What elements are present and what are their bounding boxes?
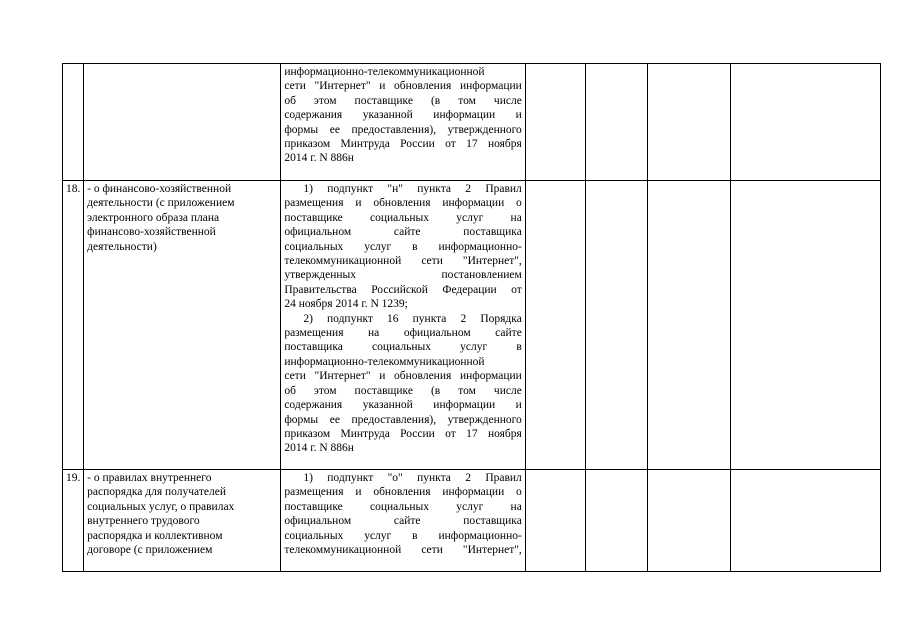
text-line: приказом Минтруда России от 17 ноября bbox=[284, 138, 522, 151]
empty-cell bbox=[525, 181, 585, 470]
empty-cell bbox=[731, 181, 881, 470]
legal-basis-paragraph bbox=[284, 471, 521, 557]
row-number-cell: 19. bbox=[63, 470, 84, 572]
row-number-cell bbox=[63, 64, 84, 181]
table-row bbox=[63, 64, 881, 181]
text-line: сети "Интернет" и обновления информации bbox=[284, 370, 522, 383]
text-line: сети "Интернет" и обновления информации bbox=[284, 80, 522, 93]
text-line: электронного образа плана bbox=[87, 211, 220, 224]
text-line: 2014 г. N 886н bbox=[284, 152, 354, 165]
text-line: 1) подпункт "н" пункта 2 Правил bbox=[303, 183, 522, 195]
text-line: 2014 г. N 886н bbox=[284, 442, 354, 455]
empty-cell bbox=[586, 470, 647, 572]
text-line: распорядка и коллективном bbox=[87, 529, 223, 542]
legal-basis-cell bbox=[281, 181, 525, 470]
text-line: - о финансово-хозяйственной bbox=[87, 183, 232, 195]
text-line: 1) подпункт "о" пункта 2 Правил bbox=[303, 472, 522, 484]
legal-basis-paragraph bbox=[284, 65, 521, 166]
empty-cell bbox=[647, 470, 731, 572]
text-line: деятельности) bbox=[87, 240, 157, 253]
text-line: поставщике социальных услуг на bbox=[284, 211, 522, 224]
text-line: распорядка для получателей bbox=[87, 486, 226, 499]
text-line: официальном сайте поставщика bbox=[284, 515, 522, 528]
text-line: содержания указанной информации и bbox=[284, 399, 522, 412]
text-line: социальных услуг, о правилах bbox=[87, 500, 235, 513]
empty-cell bbox=[586, 64, 647, 181]
text-line: поставщика социальных услуг в bbox=[284, 341, 522, 354]
text-line: об этом поставщике (в том числе bbox=[284, 94, 522, 107]
legal-basis-paragraph bbox=[284, 312, 521, 456]
text-line: телекоммуникационной сети "Интернет", bbox=[284, 255, 522, 268]
empty-cell bbox=[586, 181, 647, 470]
row-number-cell: 18. bbox=[63, 181, 84, 470]
text-line: 2) подпункт 16 пункта 2 Порядка bbox=[303, 312, 522, 325]
empty-cell bbox=[731, 64, 881, 181]
text-line: формы ее предоставления), утвержденного bbox=[284, 123, 522, 136]
legal-basis-cell bbox=[281, 470, 525, 572]
text-line: содержания указанной информации и bbox=[284, 109, 522, 122]
text-line: Правительства Российской Федерации от bbox=[284, 283, 522, 296]
requirements-table bbox=[62, 63, 881, 572]
text-line: приказом Минтруда России от 17 ноября bbox=[284, 427, 522, 440]
text-line: финансово-хозяйственной bbox=[87, 226, 216, 239]
table-row bbox=[63, 470, 881, 572]
text-line: информационно-телекоммуникационной bbox=[284, 66, 485, 78]
text-line: об этом поставщике (в том числе bbox=[284, 384, 522, 397]
text-line: деятельности (с приложением bbox=[87, 197, 235, 210]
text-line: договоре (с приложением bbox=[87, 544, 213, 557]
text-line: социальных услуг в информационно- bbox=[284, 240, 522, 253]
text-line: размещения и обновления информации о bbox=[284, 197, 522, 210]
empty-cell bbox=[647, 181, 731, 470]
legal-basis-cell bbox=[281, 64, 525, 181]
empty-cell bbox=[525, 470, 585, 572]
text-line: размещения и обновления информации о bbox=[284, 486, 522, 499]
text-line: утвержденных постановлением bbox=[284, 269, 522, 282]
text-line: - о правилах внутреннего bbox=[87, 472, 212, 484]
text-line: внутреннего трудового bbox=[87, 515, 200, 528]
text-line: социальных услуг в информационно- bbox=[284, 529, 522, 542]
empty-cell bbox=[731, 470, 881, 572]
empty-cell bbox=[647, 64, 731, 181]
description-cell bbox=[84, 181, 281, 470]
text-line: формы ее предоставления), утвержденного bbox=[284, 413, 522, 426]
table-row bbox=[63, 181, 881, 470]
text-line: официальном сайте поставщика bbox=[284, 226, 522, 239]
description-cell bbox=[84, 470, 281, 572]
text-line: поставщике социальных услуг на bbox=[284, 500, 522, 513]
text-line: 24 ноября 2014 г. N 1239; bbox=[284, 298, 408, 311]
empty-cell bbox=[525, 64, 585, 181]
text-line: информационно-телекоммуникационной bbox=[284, 355, 485, 368]
legal-basis-paragraph bbox=[284, 182, 521, 312]
text-line: размещения на официальном сайте bbox=[284, 327, 522, 340]
text-line: телекоммуникационной сети "Интернет", bbox=[284, 544, 522, 557]
description-cell bbox=[84, 64, 281, 181]
